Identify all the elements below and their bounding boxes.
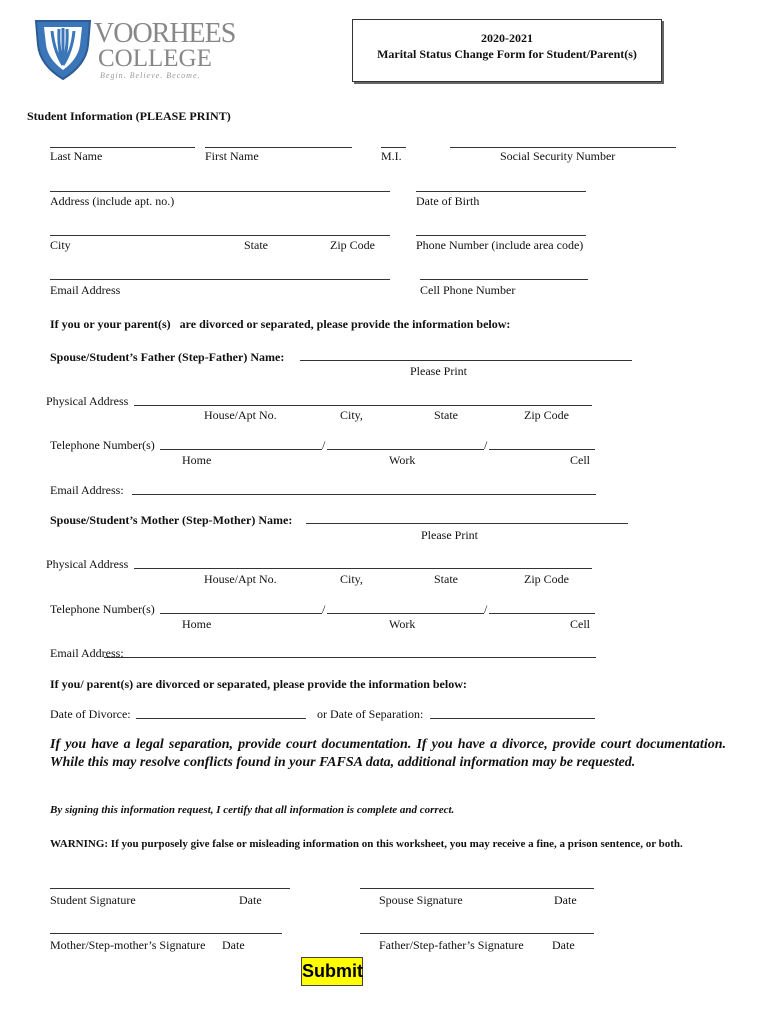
father-cell-label: Cell	[570, 453, 590, 467]
first-name-label: First Name	[205, 149, 259, 163]
father-work-label: Work	[389, 453, 416, 467]
father-signature-field[interactable]	[360, 933, 594, 934]
court-documentation-notice: If you have a legal separation, provide court documentation. If you have a divorce, provide court documentation. While this may resolve conflicts found in your FAFSA data, additional information may be requested.	[50, 737, 726, 770]
cell-field[interactable]	[420, 279, 588, 280]
warning-statement: WARNING: If you purposely give false or misleading information on this worksheet, you may receive a fine, a prison sentence, or both.	[50, 838, 683, 850]
father-physical-address-field[interactable]	[134, 405, 592, 406]
mother-slash-1: /	[322, 602, 326, 616]
father-zip-label: Zip Code	[524, 408, 569, 422]
last-name-field[interactable]	[50, 147, 195, 148]
father-home-label: Home	[182, 453, 212, 467]
college-name-line2: COLLEGE	[98, 45, 212, 72]
mi-label: M.I.	[381, 149, 402, 163]
mother-name-field[interactable]	[306, 523, 628, 524]
dob-field[interactable]	[416, 191, 586, 192]
father-signature-label: Father/Step-father’s Signature	[379, 938, 524, 952]
father-city-label: City,	[340, 408, 363, 422]
form-title: Marital Status Change Form for Student/Parent(s)	[377, 47, 637, 61]
college-name-line1: VOORHEES	[94, 18, 236, 49]
date-of-divorce-label: Date of Divorce:	[50, 707, 131, 721]
mother-slash-2: /	[484, 602, 488, 616]
father-house-apt-label: House/Apt No.	[204, 408, 277, 422]
city-state-zip-field[interactable]	[50, 235, 390, 236]
father-slash-1: /	[322, 438, 326, 452]
father-name-field[interactable]	[300, 360, 632, 361]
mother-work-label: Work	[389, 617, 416, 631]
father-email-field[interactable]	[132, 494, 596, 495]
mother-name-label: Spouse/Student’s Mother (Step-Mother) Name:	[50, 513, 293, 527]
mother-zip-label: Zip Code	[524, 572, 569, 586]
mother-signature-label: Mother/Step-mother’s Signature	[50, 938, 206, 952]
divorce-intro-2: If you/ parent(s) are divorced or separated, please provide the information below:	[50, 677, 467, 691]
email-field[interactable]	[50, 279, 390, 280]
mother-house-apt-label: House/Apt No.	[204, 572, 277, 586]
mother-signature-field[interactable]	[50, 933, 282, 934]
address-label: Address (include apt. no.)	[50, 194, 175, 208]
state-label: State	[244, 238, 268, 252]
divorce-intro: If you or your parent(s) are divorced or separated, please provide the information below:	[50, 317, 511, 331]
mother-date-label: Date	[222, 938, 245, 952]
email-label: Email Address	[50, 283, 121, 297]
mother-please-print: Please Print	[421, 528, 478, 542]
mother-work-phone-field[interactable]	[327, 613, 484, 614]
form-title-box	[352, 19, 662, 82]
student-date-label: Date	[239, 893, 262, 907]
father-please-print: Please Print	[410, 364, 467, 378]
phone-label: Phone Number (include area code)	[416, 238, 584, 252]
date-of-separation-label: or Date of Separation:	[317, 707, 424, 721]
college-tagline: Begin. Believe. Become.	[100, 71, 201, 80]
father-email-label: Email Address:	[50, 483, 124, 497]
mother-email-label: Email Address:	[50, 646, 124, 660]
ssn-label: Social Security Number	[500, 149, 616, 163]
mother-telephone-label: Telephone Number(s)	[50, 602, 155, 616]
submit-button[interactable]: Submit	[301, 957, 363, 986]
mother-cell-label: Cell	[570, 617, 590, 631]
address-field[interactable]	[50, 191, 390, 192]
college-logo	[32, 15, 236, 81]
father-date-label: Date	[552, 938, 575, 952]
ssn-field[interactable]	[450, 147, 676, 148]
mother-state-label: State	[434, 572, 458, 586]
father-physical-address-label: Physical Address	[46, 394, 129, 408]
dob-label: Date of Birth	[416, 194, 480, 208]
form-year: 2020-2021	[481, 31, 533, 45]
cell-label: Cell Phone Number	[420, 283, 516, 297]
mother-email-field[interactable]	[104, 657, 596, 658]
mother-city-label: City,	[340, 572, 363, 586]
certification-statement: By signing this information request, I certify that all information is complete and correct.	[50, 804, 455, 816]
date-of-separation-field[interactable]	[430, 718, 595, 719]
spouse-date-label: Date	[554, 893, 577, 907]
father-state-label: State	[434, 408, 458, 422]
father-slash-2: /	[484, 438, 488, 452]
spouse-signature-field[interactable]	[360, 888, 594, 889]
student-signature-field[interactable]	[50, 888, 290, 889]
mother-physical-address-label: Physical Address	[46, 557, 129, 571]
father-home-phone-field[interactable]	[160, 449, 322, 450]
father-telephone-label: Telephone Number(s)	[50, 438, 155, 452]
city-label: City	[50, 238, 71, 252]
mother-physical-address-field[interactable]	[134, 568, 592, 569]
mother-home-label: Home	[182, 617, 212, 631]
date-of-divorce-field[interactable]	[136, 718, 306, 719]
student-signature-label: Student Signature	[50, 893, 136, 907]
father-name-label: Spouse/Student’s Father (Step-Father) Name:	[50, 350, 285, 364]
spouse-signature-label: Spouse Signature	[379, 893, 463, 907]
mother-cell-phone-field[interactable]	[489, 613, 595, 614]
student-section-heading: Student Information (PLEASE PRINT)	[27, 109, 231, 123]
mi-field[interactable]	[381, 147, 406, 148]
last-name-label: Last Name	[50, 149, 103, 163]
shield-icon	[32, 15, 94, 81]
father-work-phone-field[interactable]	[327, 449, 484, 450]
father-cell-phone-field[interactable]	[489, 449, 595, 450]
zip-label: Zip Code	[330, 238, 375, 252]
mother-home-phone-field[interactable]	[160, 613, 322, 614]
phone-field[interactable]	[416, 235, 586, 236]
first-name-field[interactable]	[205, 147, 352, 148]
